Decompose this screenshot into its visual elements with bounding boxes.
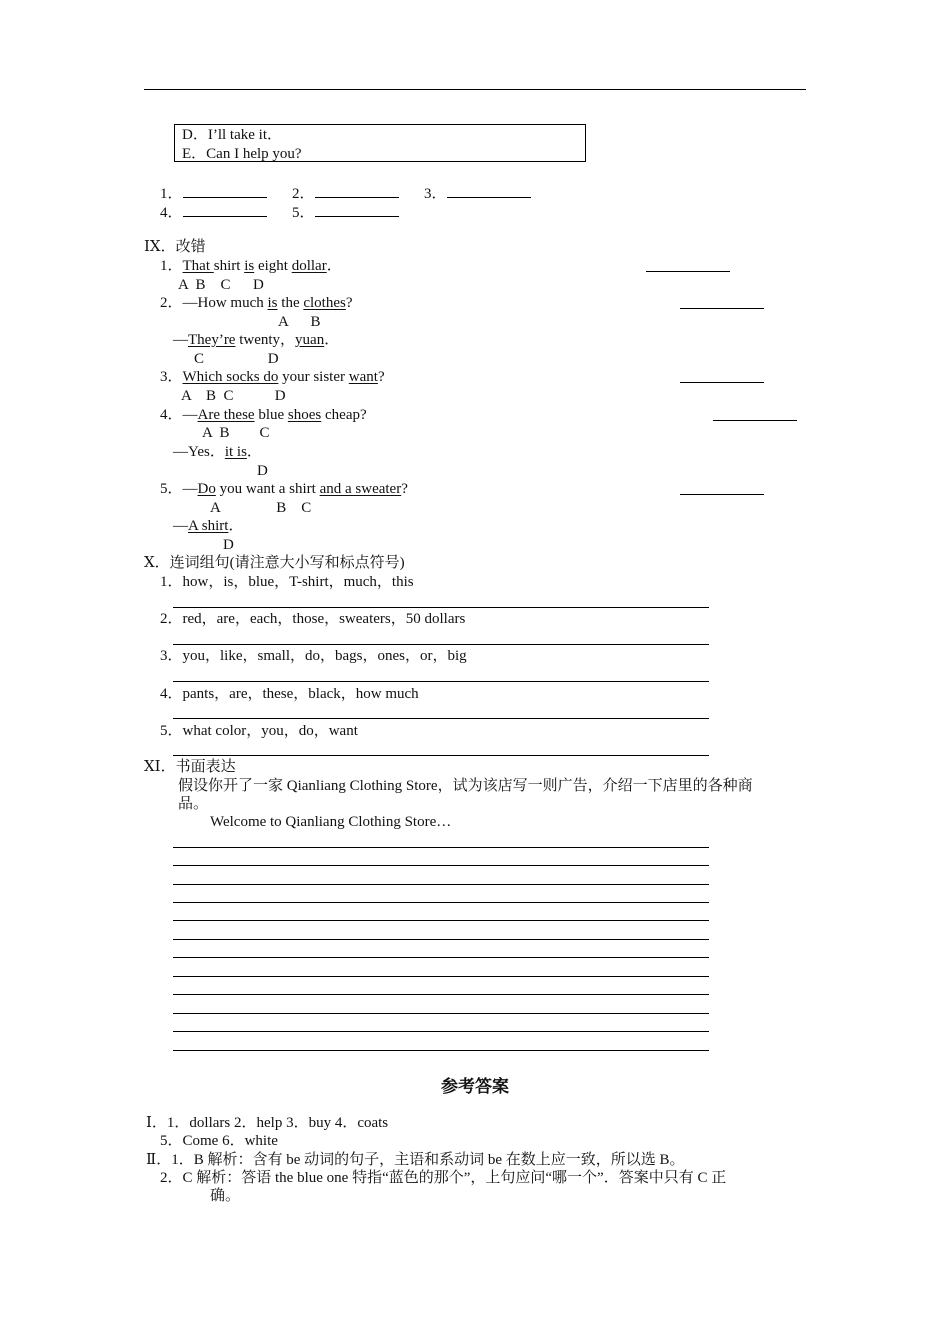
answer-blank-2[interactable]	[315, 183, 399, 198]
answer-line-4: 2．C 解析：答语 the blue one 特指“蓝色的那个”，上句应问“哪一个”．答案中只有 C 正	[160, 1170, 727, 1186]
correction-q2: 2．—How much is the clothes?	[160, 295, 353, 311]
writing-line[interactable]	[173, 994, 709, 995]
correction-q2-reply: —They’re twenty，yuan．	[173, 332, 340, 348]
writing-line[interactable]	[173, 847, 709, 848]
section-11-heading: ⅩⅠ．书面表达	[144, 759, 236, 775]
option-e: E．Can I help you?	[182, 146, 302, 162]
correction-q5-reply: —A shirt．	[173, 518, 244, 534]
sentence-line-5[interactable]	[173, 755, 709, 756]
q2-letters-1: A B	[278, 314, 321, 330]
correction-blank-2[interactable]	[680, 308, 764, 309]
correction-q3: 3．Which socks do your sister want?	[160, 369, 385, 385]
sentence-line-4[interactable]	[173, 718, 709, 719]
answer-blanks-row-2: 4． 5．	[160, 202, 399, 222]
writing-line[interactable]	[173, 957, 709, 958]
writing-line[interactable]	[173, 1031, 709, 1032]
writing-line[interactable]	[173, 939, 709, 940]
section-9-heading: ⅠⅩ．改错	[144, 239, 206, 255]
option-d: D．I’ll take it．	[182, 127, 282, 143]
sentence-line-1[interactable]	[173, 607, 709, 608]
sentence-line-3[interactable]	[173, 681, 709, 682]
writing-line[interactable]	[173, 884, 709, 885]
writing-start: Welcome to Qianliang Clothing Store…	[210, 814, 452, 830]
sentence-item-1: 1．how，is，blue，T-shirt，much，this	[160, 574, 414, 590]
correction-q4: 4．—Are these blue shoes cheap?	[160, 407, 367, 423]
correction-blank-5[interactable]	[680, 494, 764, 495]
writing-line[interactable]	[173, 1050, 709, 1051]
answer-line-5: 确。	[210, 1188, 241, 1204]
correction-q4-reply: —Yes．it is．	[173, 444, 262, 460]
correction-blank-1[interactable]	[646, 271, 730, 272]
answer-blanks-row-1: 1． 2． 3．	[160, 183, 531, 203]
answer-line-2: 5．Come 6．white	[160, 1133, 278, 1149]
q1-letters: A B C D	[178, 277, 264, 293]
sentence-item-2: 2．red，are，each，those，sweaters，50 dollars	[160, 611, 466, 627]
writing-prompt: 假设你开了一家 Qianliang Clothing Store，试为该店写一则广告，介绍一下店里的各种商	[178, 778, 753, 794]
q3-letters: A B C D	[181, 388, 286, 404]
q4-letters-1: A B C	[202, 425, 270, 441]
answer-blank-3[interactable]	[447, 183, 531, 198]
sentence-item-3: 3．you，like，small，do，bags，ones，or，big	[160, 648, 467, 664]
q5-letters-2: D	[223, 537, 234, 553]
q2-letters-2: C D	[194, 351, 279, 367]
answer-blank-1[interactable]	[183, 183, 267, 198]
correction-q5: 5．—Do you want a shirt and a sweater?	[160, 481, 408, 497]
answer-key-title: 参考答案	[441, 1077, 509, 1096]
sentence-item-5: 5．what color，you，do，want	[160, 723, 358, 739]
sentence-line-2[interactable]	[173, 644, 709, 645]
correction-blank-4[interactable]	[713, 420, 797, 421]
correction-q1: 1．That shirt is eight dollar．	[160, 258, 342, 274]
writing-line[interactable]	[173, 865, 709, 866]
answer-line-1: Ⅰ．1．dollars 2．help 3．buy 4．coats	[146, 1115, 389, 1131]
sentence-item-4: 4．pants，are，these，black，how much	[160, 686, 419, 702]
writing-line[interactable]	[173, 920, 709, 921]
header-rule	[144, 89, 806, 90]
section-10-heading: Ⅹ．连词组句(请注意大小写和标点符号)	[144, 555, 405, 571]
answer-line-3: Ⅱ．1．B 解析：含有 be 动词的句子，主语和系动词 be 在数上应一致，所以选 B。	[146, 1152, 685, 1168]
writing-line[interactable]	[173, 976, 709, 977]
writing-line[interactable]	[173, 1013, 709, 1014]
writing-prompt-cont: 品。	[178, 796, 209, 812]
writing-line[interactable]	[173, 902, 709, 903]
correction-blank-3[interactable]	[680, 382, 764, 383]
answer-blank-4[interactable]	[183, 202, 267, 217]
q4-letters-2: D	[257, 463, 268, 479]
answer-blank-5[interactable]	[315, 202, 399, 217]
q5-letters-1: A B C	[210, 500, 312, 516]
